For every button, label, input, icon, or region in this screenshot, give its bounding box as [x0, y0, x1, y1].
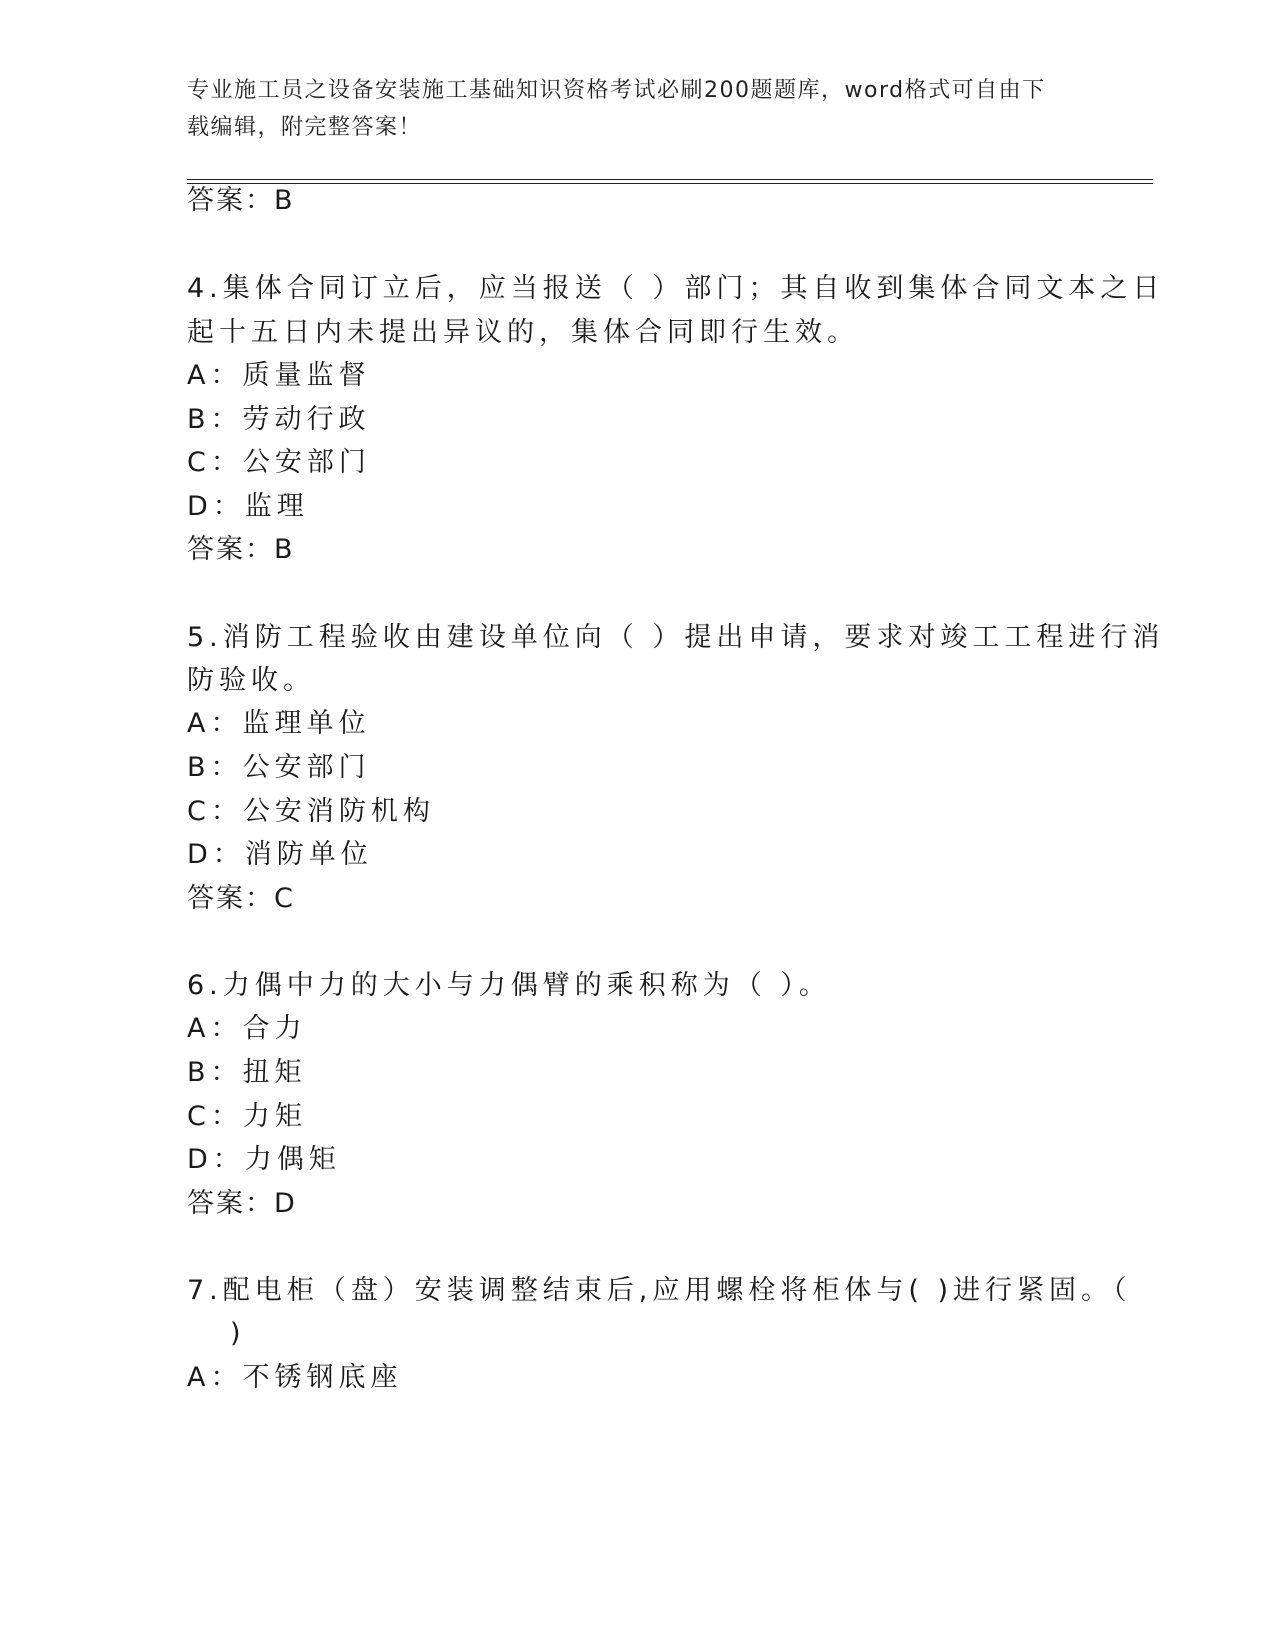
question-7-line-2: )	[230, 1318, 246, 1349]
question-4-line-1: 4.集体合同订立后，应当报送（ ）部门；其自收到集体合同文本之日	[187, 273, 1165, 304]
question-5-option-d: D：消防单位	[187, 839, 373, 870]
question-5-option-b: B：公安部门	[187, 752, 371, 783]
question-6-option-b: B：扭矩	[187, 1057, 307, 1088]
question-4-option-b: B：劳动行政	[187, 404, 371, 435]
header-divider	[187, 179, 1153, 184]
question-5-option-a: A：监理单位	[187, 708, 371, 739]
answer-question-6: 答案：D	[187, 1188, 297, 1219]
question-6-option-d: D：力偶矩	[187, 1144, 341, 1175]
answer-question-5: 答案：C	[187, 883, 295, 914]
question-4-line-2: 起十五日内未提出异议的，集体合同即行生效。	[187, 317, 859, 348]
question-6-option-c: C：力矩	[187, 1101, 307, 1132]
question-5-line-1: 5.消防工程验收由建设单位向（ ）提出申请，要求对竣工工程进行消	[187, 622, 1165, 653]
question-7-line-1: 7.配电柜（盘）安装调整结束后,应用螺栓将柜体与( )进行紧固。（	[187, 1275, 1132, 1306]
question-4-option-a: A：质量监督	[187, 360, 371, 391]
document-header-title: 专业施工员之设备安装施工基础知识资格考试必刷200题题库，word格式可自由下载编辑，附完整答案！	[187, 78, 1046, 140]
question-7-option-a: A：不锈钢底座	[187, 1362, 403, 1393]
question-5-line-2: 防验收。	[187, 665, 315, 696]
question-6-line-1: 6.力偶中力的大小与力偶臂的乘积称为（ ）。	[187, 970, 831, 1001]
question-6-option-a: A：合力	[187, 1013, 307, 1044]
question-4-option-c: C：公安部门	[187, 447, 371, 478]
answer-question-4: 答案：B	[187, 534, 295, 565]
answer-previous: 答案：B	[187, 185, 295, 216]
question-4-option-d: D：监理	[187, 491, 309, 522]
question-5-option-c: C：公安消防机构	[187, 796, 435, 827]
